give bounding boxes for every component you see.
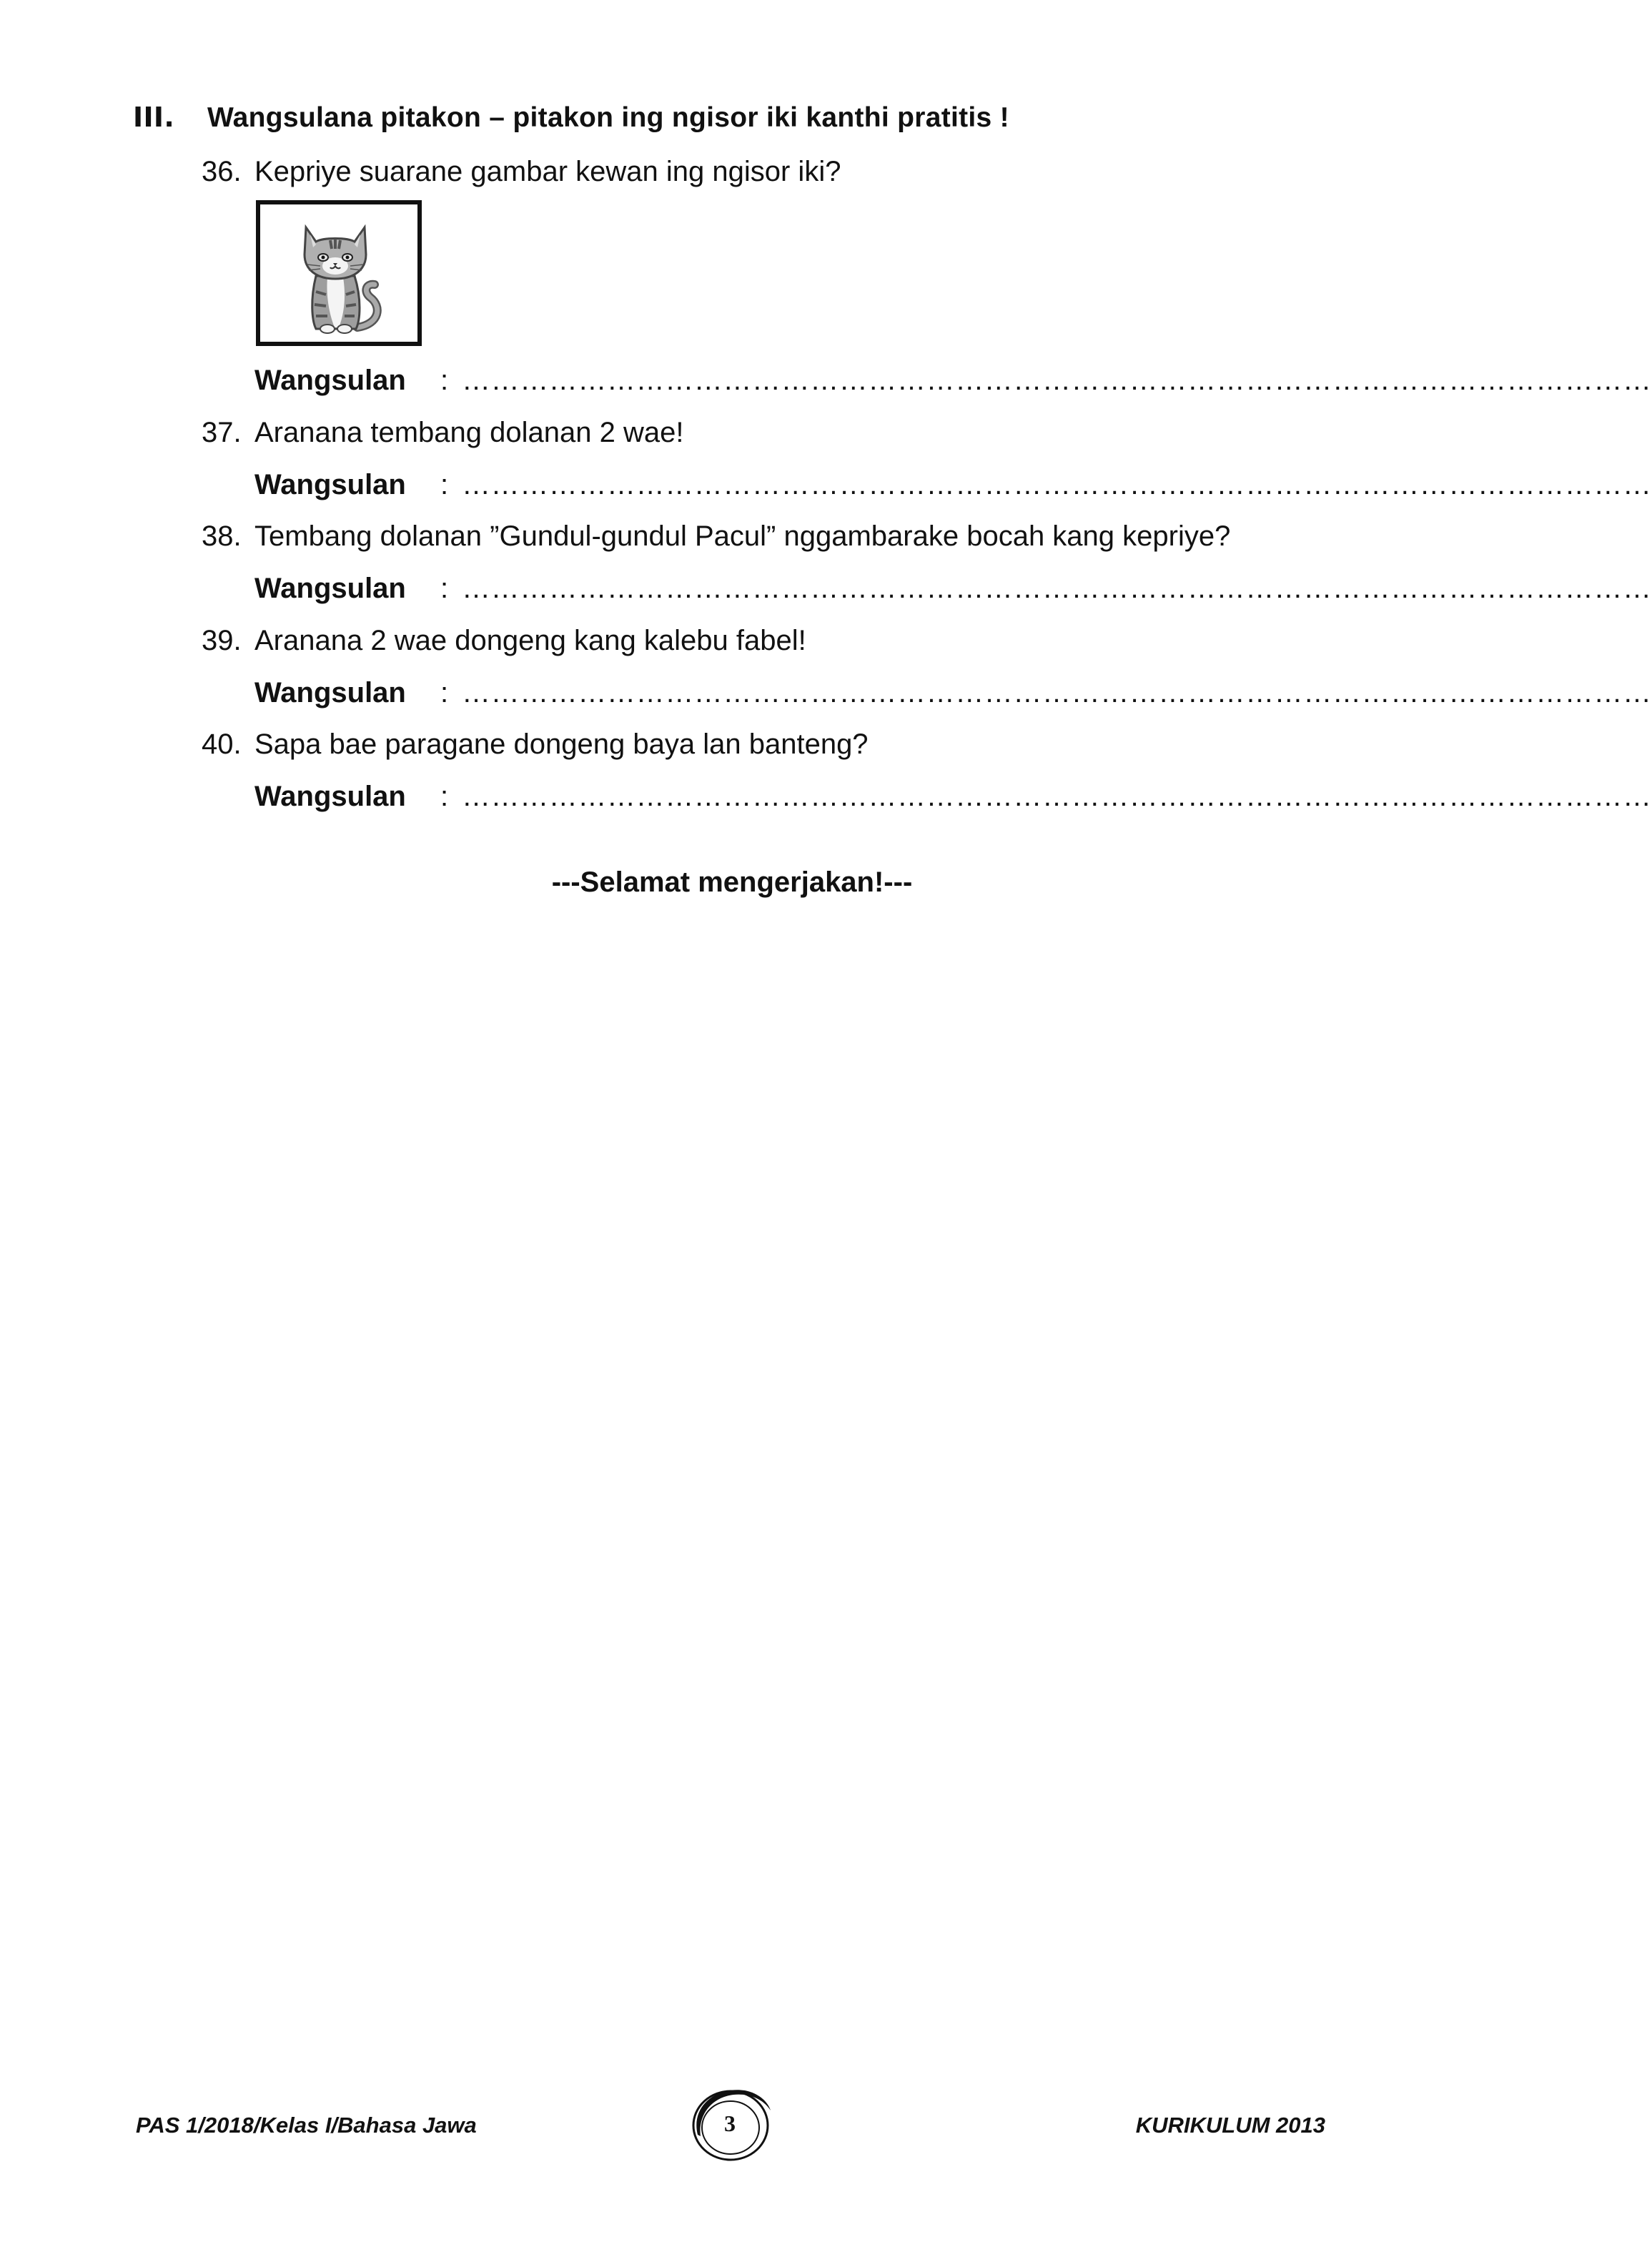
answer-blank: …………………………………………………………………………………………………………… — [462, 677, 1652, 708]
question-39 — [202, 625, 806, 657]
answer-label: Wangsulan — [254, 365, 406, 396]
answer-line-37[interactable] — [254, 469, 1652, 501]
animal-picture-frame — [256, 200, 422, 346]
question-text: Tembang dolanan ”Gundul-gundul Pacul” nggambarake bocah kang kepriye? — [254, 520, 1231, 552]
answer-blank: …………………………………………………………………………………………………………… — [462, 781, 1652, 812]
footer-curriculum: KURIKULUM 2013 — [1135, 2113, 1325, 2138]
question-number: 38. — [202, 520, 242, 552]
answer-blank: …………………………………………………………………………………………………………… — [462, 469, 1652, 500]
answer-blank: …………………………………………………………………………………………………………… — [462, 365, 1652, 396]
question-37 — [202, 417, 683, 449]
answer-colon: : — [440, 365, 449, 396]
question-number: 40. — [202, 729, 242, 760]
answer-blank: …………………………………………………………………………………………………………… — [462, 573, 1652, 604]
answer-colon: : — [440, 469, 449, 500]
answer-label: Wangsulan — [254, 573, 406, 604]
answer-colon: : — [440, 573, 449, 604]
page-number: 3 — [724, 2110, 736, 2136]
section-instruction: Wangsulana pitakon – pitakon ing ngisor iki kanthi pratitis ! — [207, 102, 1009, 133]
closing-message: ---Selamat mengerjakan!--- — [551, 866, 913, 898]
section-heading — [133, 102, 1009, 134]
answer-colon: : — [440, 677, 449, 708]
question-text: Sapa bae paragane dongeng baya lan banteng? — [254, 729, 869, 760]
answer-label: Wangsulan — [254, 469, 406, 500]
question-number: 36. — [202, 156, 242, 187]
answer-line-36[interactable] — [254, 365, 1652, 397]
question-number: 37. — [202, 417, 242, 448]
question-text: Kepriye suarane gambar kewan ing ngisor iki? — [254, 156, 841, 187]
answer-line-39[interactable] — [254, 677, 1652, 709]
question-text: Aranana tembang dolanan 2 wae! — [254, 417, 684, 448]
footer-exam-info: PAS 1/2018/Kelas I/Bahasa Jawa — [136, 2113, 477, 2138]
answer-colon: : — [440, 781, 449, 812]
section-number: III. — [133, 102, 175, 133]
answer-line-40[interactable] — [254, 781, 1652, 813]
question-40 — [202, 729, 869, 761]
question-number: 39. — [202, 625, 242, 656]
question-text: Aranana 2 wae dongeng kang kalebu fabel! — [254, 625, 806, 656]
answer-label: Wangsulan — [254, 677, 406, 708]
answer-line-38[interactable] — [254, 573, 1652, 605]
question-38 — [202, 520, 1230, 553]
question-36 — [202, 156, 841, 188]
cat-icon — [295, 220, 386, 335]
answer-label: Wangsulan — [254, 781, 406, 812]
